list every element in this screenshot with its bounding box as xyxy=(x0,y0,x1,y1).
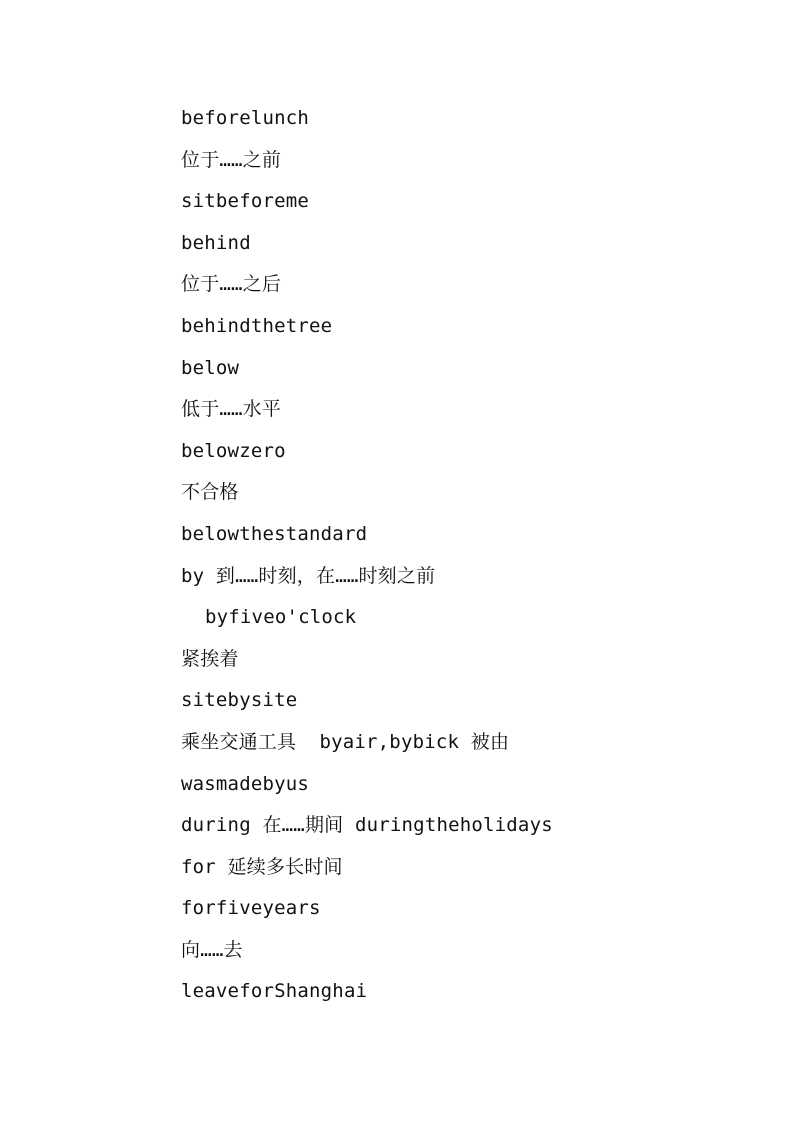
text-line: 乘坐交通工具 byair,bybick 被由 xyxy=(181,730,510,753)
text-line: below xyxy=(181,356,240,379)
text-line: 不合格 xyxy=(181,481,239,504)
text-line: 位于……之后 xyxy=(181,273,282,296)
text-body xyxy=(181,104,741,1019)
text-line: wasmadebyus xyxy=(181,772,310,795)
text-line: behind xyxy=(181,231,251,254)
text-line: for 延续多长时间 xyxy=(181,855,343,878)
text-line: leaveforShanghai xyxy=(181,980,368,1003)
text-line-indented: byfiveo'clock xyxy=(205,606,357,629)
text-line: beforelunch xyxy=(181,107,310,129)
text-line: behindthetree xyxy=(181,314,333,337)
text-line: 低于……水平 xyxy=(181,398,282,421)
text-line: by 到……时刻，在……时刻之前 xyxy=(181,564,436,587)
text-line: during 在……期间 duringtheholidays xyxy=(181,814,553,837)
text-line: 向……去 xyxy=(181,938,243,961)
text-line: belowthestandard xyxy=(181,522,368,545)
text-line: sitbeforeme xyxy=(181,190,310,213)
text-line: 位于……之前 xyxy=(181,148,282,171)
text-line: forfiveyears xyxy=(181,897,321,920)
text-line: 紧挨着 xyxy=(181,647,239,670)
text-line: belowzero xyxy=(181,439,286,462)
text-line: sitebysite xyxy=(181,689,298,712)
